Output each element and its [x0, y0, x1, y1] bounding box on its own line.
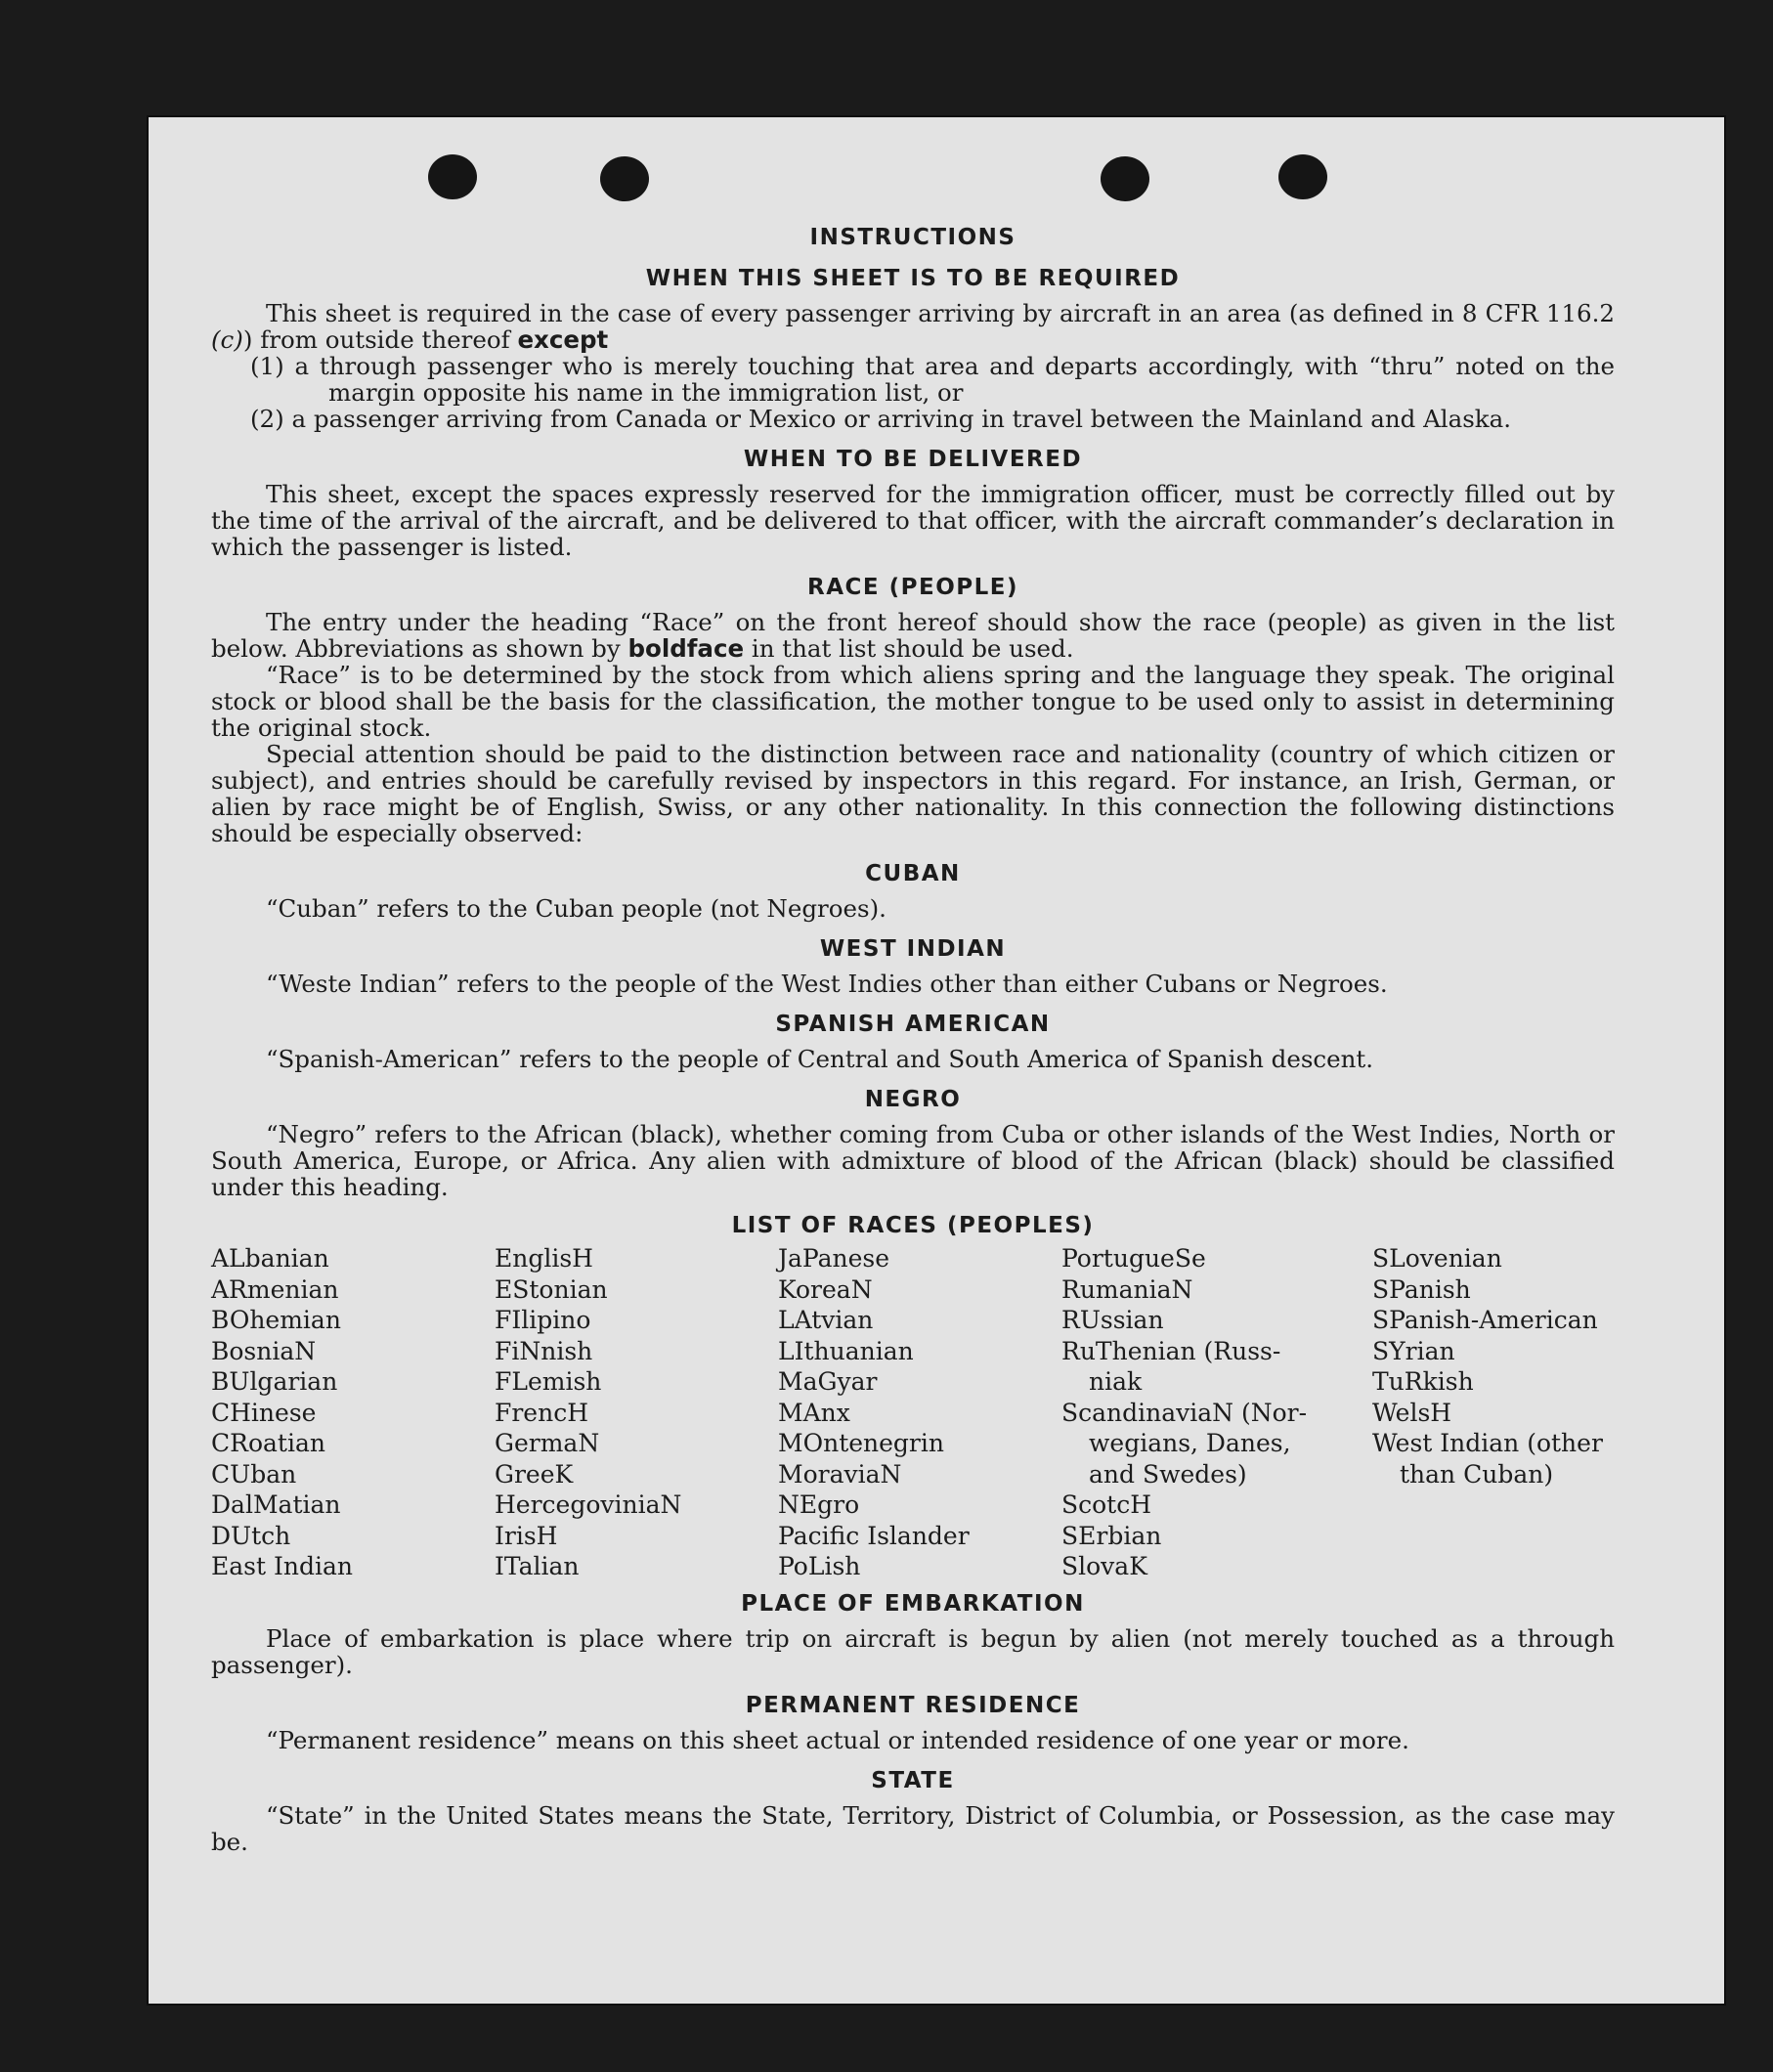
race-entry: ScotcH [1061, 1490, 1152, 1519]
race-entry: than Cuban) [1400, 1459, 1554, 1489]
races-column [1061, 1243, 1372, 1582]
race-entry: JaPanese [778, 1244, 890, 1273]
paragraph-when-delivered: This sheet, except the spaces expressly reserved for the immigration officer, must be correctly filled out by the time of the arrival of the aircraft, and be delivered to that officer, with the aircraft commander’s declaration in which the passenger is listed. [211, 480, 1615, 561]
paragraph-race-definition: “Race” is to be determined by the stock from which aliens spring and the language they speak. The original stock or blood shall be the basis for the classification, the mother tongue to be used only to assist in determining the original stock. [211, 661, 1615, 742]
race-entry: DUtch [211, 1521, 291, 1550]
punch-hole [428, 154, 477, 199]
paragraph-west-indian: “Weste Indian” refers to the people of the West Indies other than either Cubans or Negroes. [266, 970, 1388, 998]
paragraph-residence: “Permanent residence” means on this sheet actual or intended residence of one year or more. [266, 1725, 1409, 1754]
paragraph-race-distinction: Special attention should be paid to the distinction between race and nationality (country of which citizen or subject), and entries should be carefully revised by inspectors in this regard. For instance, an Irish, German, or alien by race might be of English, Swiss, or any other nationality. In this connection the following distinctions should be especially observed: [211, 740, 1615, 847]
list-item-through-passenger: (1) a through passenger who is merely touching that area and departs accordingly, with “thru” noted on the margin opposite his name in the immigration list, or [250, 352, 1615, 407]
race-entry: IrisH [495, 1521, 558, 1550]
race-entry: MoraviaN [778, 1459, 902, 1489]
paragraph-negro: “Negro” refers to the African (black), whether coming from Cuba or other islands of the West Indies, North or South America, Europe, or Africa. Any alien with admixture of blood of the African (black) should be classified under this heading. [211, 1120, 1615, 1201]
page-title: INSTRUCTIONS [809, 225, 1016, 250]
race-entry: GermaN [495, 1429, 600, 1457]
punch-hole [600, 156, 649, 201]
paragraph-cuban: “Cuban” refers to the Cuban people (not Negroes). [266, 894, 886, 923]
race-entry: Pacific Islander [778, 1521, 970, 1550]
heading-cuban: CUBAN [865, 861, 961, 886]
document-page [149, 117, 1724, 2004]
heading-negro: NEGRO [864, 1087, 962, 1112]
race-entry: BOhemian [211, 1306, 341, 1334]
race-entry: SErbian [1061, 1521, 1162, 1550]
punch-hole [1101, 156, 1149, 201]
race-entry: RuThenian (Russ- [1061, 1336, 1281, 1365]
race-entry: LIthuanian [778, 1336, 914, 1365]
race-entry: BUlgarian [211, 1367, 338, 1396]
race-entry: WelsH [1372, 1398, 1452, 1427]
race-entry: SYrian [1372, 1336, 1455, 1365]
races-column [211, 1243, 495, 1582]
race-entry: SPanish [1372, 1274, 1471, 1304]
race-entry: GreeK [495, 1459, 574, 1489]
race-entry: CHinese [211, 1398, 317, 1427]
race-entry: SLovenian [1372, 1244, 1502, 1273]
race-entry: ARmenian [211, 1274, 339, 1304]
instructions-body [211, 221, 1615, 1855]
race-entry: wegians, Danes, [1089, 1429, 1291, 1457]
race-entry: EStonian [495, 1274, 608, 1304]
heading-state: STATE [871, 1767, 955, 1793]
race-entry: FiNnish [495, 1336, 593, 1365]
race-entry: RUssian [1061, 1306, 1164, 1334]
race-entry: MAnx [778, 1398, 850, 1427]
heading-permanent-residence: PERMANENT RESIDENCE [745, 1692, 1081, 1718]
races-column [778, 1243, 1061, 1582]
race-entry: EnglisH [495, 1244, 593, 1273]
race-entry: FLemish [495, 1367, 602, 1396]
race-entry: BosniaN [211, 1336, 317, 1365]
race-entry: FIlipino [495, 1306, 591, 1334]
heading-place-of-embarkation: PLACE OF EMBARKATION [741, 1590, 1085, 1617]
race-entry: NEgro [778, 1490, 860, 1519]
list-item-canada-mexico: (2) a passenger arriving from Canada or Mexico or arriving in travel between the Mainland and Alaska. [250, 405, 1512, 433]
race-entry: CRoatian [211, 1429, 325, 1457]
races-column [1372, 1243, 1615, 1582]
paragraph-race-entry: The entry under the heading “Race” on the front hereof should show the race (people) as given in the list below. Abbreviations as shown by boldface in that list should be used. [211, 608, 1615, 663]
paragraph-spanish-american: “Spanish-American” refers to the people of Central and South America of Spanish descent. [266, 1045, 1374, 1073]
punch-hole [1278, 154, 1327, 199]
race-entry: East Indian [211, 1552, 353, 1580]
heading-spanish-american: SPANISH AMERICAN [775, 1012, 1051, 1037]
race-entry: HercegoviniaN [495, 1490, 682, 1519]
heading-when-delivered: WHEN TO BE DELIVERED [743, 447, 1083, 472]
race-entry: ScandinaviaN (Nor- [1061, 1398, 1308, 1427]
race-entry: RumaniaN [1061, 1274, 1193, 1304]
race-entry: MOntenegrin [778, 1429, 944, 1457]
race-entry: MaGyar [778, 1367, 878, 1396]
race-entry: SlovaK [1061, 1552, 1147, 1580]
race-entry: KoreaN [778, 1274, 873, 1304]
race-entry: FrencH [495, 1398, 588, 1427]
race-entry: ITalian [495, 1552, 580, 1580]
heading-list-of-races: LIST OF RACES (PEOPLES) [731, 1213, 1095, 1238]
races-column [495, 1243, 778, 1582]
heading-when-required: WHEN THIS SHEET IS TO BE REQUIRED [645, 266, 1181, 291]
race-entry: SPanish-American [1372, 1306, 1598, 1334]
race-entry: niak [1089, 1367, 1143, 1396]
heading-race: RACE (PEOPLE) [807, 575, 1018, 600]
race-entry: TuRkish [1372, 1367, 1474, 1396]
race-entry: LAtvian [778, 1306, 874, 1334]
race-entry: PortugueSe [1061, 1244, 1206, 1273]
race-entry: DalMatian [211, 1490, 341, 1519]
race-entry: West Indian (other [1372, 1429, 1603, 1457]
races-list [211, 1243, 1615, 1582]
race-entry: ALbanian [211, 1244, 329, 1273]
race-entry: and Swedes) [1089, 1459, 1247, 1489]
paragraph-state: “State” in the United States means the State, Territory, District of Columbia, or Possession, as the case may be. [211, 1800, 1615, 1856]
paragraph-embarkation: Place of embarkation is place where trip on aircraft is begun by alien (not merely touched as a through passenger). [211, 1623, 1615, 1679]
race-entry: CUban [211, 1459, 297, 1489]
race-entry: PoLish [778, 1552, 861, 1580]
heading-west-indian: WEST INDIAN [819, 936, 1007, 962]
paragraph-when-required: This sheet is required in the case of every passenger arriving by aircraft in an area (as defined in 8 CFR 116.2 (c)) from outside thereof except [211, 299, 1615, 354]
